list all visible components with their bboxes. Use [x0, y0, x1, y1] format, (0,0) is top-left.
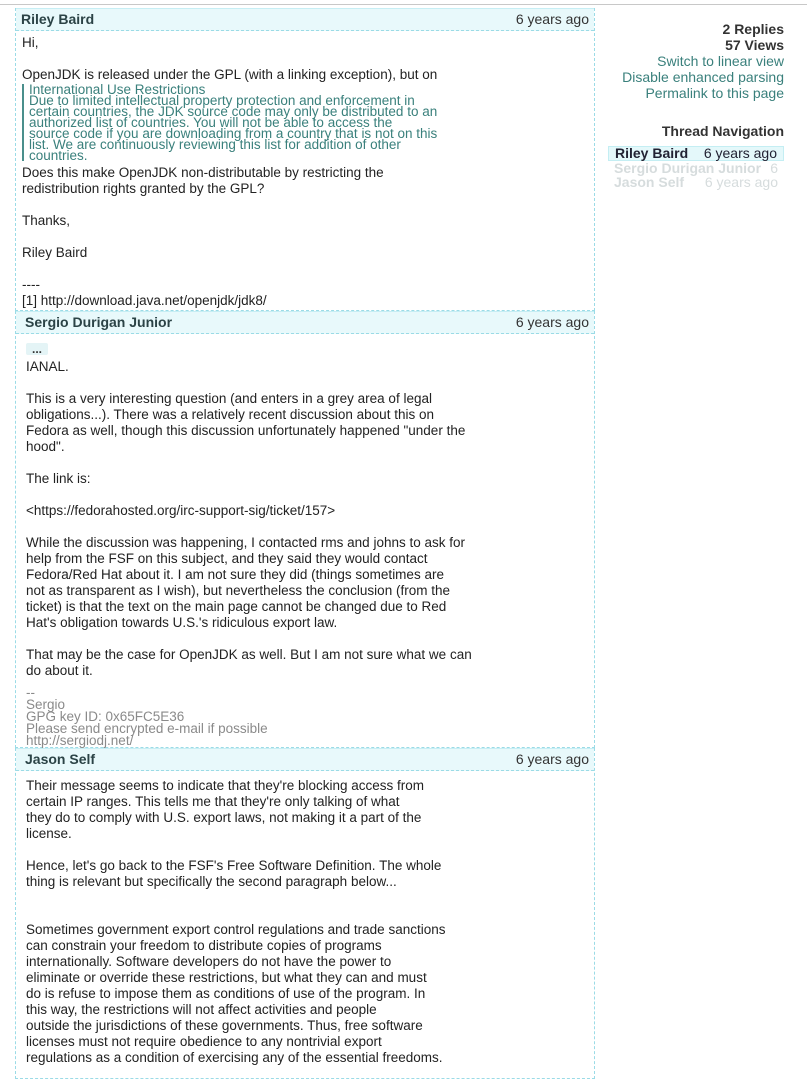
- body-line: This is a very interesting question (and enters in a grey area of legal: [26, 391, 432, 406]
- message-header[interactable]: [16, 748, 594, 771]
- body-line: OpenJDK is released under the GPL (with a linking exception), but on: [22, 67, 438, 82]
- body-line: While the discussion was happening, I contacted rms and johns to ask for: [26, 535, 465, 550]
- message-header[interactable]: [16, 8, 594, 31]
- permalink-link[interactable]: Permalink to this page: [645, 85, 784, 101]
- message-sergio-durigan-junior: [15, 311, 595, 748]
- message-jason-self: [15, 748, 595, 1079]
- body-line: this way, the restrictions will not affect activities and people: [26, 1002, 377, 1017]
- nav-item-jason-self[interactable]: [608, 175, 784, 189]
- body-line: redistribution rights granted by the GPL?: [22, 181, 265, 196]
- body-line: Hat's obligation towards U.S.'s ridiculous export law.: [26, 615, 338, 630]
- quoted-text: [22, 84, 588, 161]
- reply-count: 2 Replies: [722, 21, 784, 37]
- message-time: 6 years ago: [515, 751, 589, 767]
- body-line: not as transparent as I wish), but nevertheless the conclusion (from the: [26, 583, 450, 598]
- quote-line: Due to limited intellectual property protection and enforcement in: [29, 93, 415, 108]
- quote-line: certain countries, the JDK source code may only be distributed to an: [29, 104, 438, 119]
- message-time: 6 years ago: [515, 314, 589, 330]
- message-riley-baird: [15, 8, 595, 311]
- message-time: 6 years ago: [515, 11, 589, 27]
- body-line: outside the jurisdictions of these governments. Thus, free software: [26, 1018, 423, 1033]
- body-line: ----: [22, 277, 40, 292]
- body-line: IANAL.: [26, 359, 69, 374]
- body-line: hood".: [26, 439, 65, 454]
- body-line: Sometimes government export control regulations and trade sanctions: [26, 922, 446, 937]
- body-line: Riley Baird: [22, 245, 88, 260]
- footnote-link: [1] http://download.java.net/openjdk/jdk8/: [22, 293, 267, 308]
- nav-item-name: Jason Self: [614, 174, 685, 190]
- disable-enhanced-parsing-link[interactable]: Disable enhanced parsing: [622, 69, 784, 85]
- body-line: Their message seems to indicate that they're blocking access from: [26, 778, 425, 793]
- body-line: obligations...). There was a relatively recent discussion about this on: [26, 407, 434, 422]
- body-line: they do to comply with U.S. export laws, not making it a part of the: [26, 810, 422, 825]
- nav-item-time: 6: [770, 160, 778, 176]
- nav-item-time: 6 years ago: [703, 145, 777, 161]
- nav-item-name: Riley Baird: [615, 145, 689, 161]
- signature: [26, 687, 588, 747]
- quote-line: list. We are continuously reviewing this list for addition of other: [29, 137, 401, 152]
- signature-line: --: [26, 685, 35, 700]
- body-line: internationally. Software developers do not have the power to: [26, 954, 392, 969]
- thread-sidebar: [600, 21, 784, 189]
- body-line: Hi,: [22, 35, 39, 50]
- body-line: do is refuse to impose them as conditions of use of the program. In: [26, 986, 426, 1001]
- body-line: do about it.: [26, 663, 93, 678]
- nav-item-riley-baird[interactable]: [608, 146, 784, 161]
- message-header[interactable]: [16, 311, 594, 334]
- message-author[interactable]: Jason Self: [25, 751, 96, 767]
- body-line: regulations as a condition of exercising any of the essential freedoms.: [26, 1050, 443, 1065]
- body-line: help from the FSF on this subject, and they said they would contact: [26, 551, 428, 566]
- body-line: license.: [26, 826, 72, 841]
- expand-quote-button[interactable]: ...: [26, 343, 48, 355]
- body-line: ticket) is that the text on the main page cannot be changed due to Red: [26, 599, 447, 614]
- message-body: [16, 771, 594, 1066]
- message-body: [16, 334, 594, 747]
- body-line: Fedora as well, though this discussion unfortunately happened "under the: [26, 423, 466, 438]
- body-line: Fedora/Red Hat about it. I am not sure they did (things sometimes are: [26, 567, 444, 582]
- signature-line: GPG key ID: 0x65FC5E36: [26, 709, 185, 724]
- body-line: Thanks,: [22, 213, 71, 228]
- quote-line: authorized list of countries. You will not be able to access the: [29, 115, 393, 130]
- quote-line: countries.: [29, 148, 88, 163]
- signature-line: http://sergiodj.net/: [26, 733, 134, 748]
- body-line: Hence, let's go back to the FSF's Free Software Definition. The whole: [26, 858, 442, 873]
- quote-line: source code if you are downloading from a country that is not on this: [29, 126, 438, 141]
- body-line: certain IP ranges. This tells me that they're only talking of what: [26, 794, 400, 809]
- signature-line: Sergio: [26, 697, 66, 712]
- body-line: The link is:: [26, 471, 91, 486]
- top-divider: [0, 4, 807, 5]
- nav-item-sergio-durigan-junior[interactable]: [608, 161, 784, 175]
- signature-line: Please send encrypted e-mail if possible: [26, 721, 268, 736]
- body-line: can constrain your freedom to distribute copies of programs: [26, 938, 382, 953]
- body-line: thing is relevant but specifically the second paragraph below...: [26, 874, 397, 889]
- switch-linear-view-link[interactable]: Switch to linear view: [657, 53, 784, 69]
- message-author[interactable]: Riley Baird: [21, 11, 95, 27]
- nav-item-time: 6 years ago: [704, 174, 778, 190]
- view-count: 57 Views: [725, 37, 784, 53]
- thread-navigation-title: Thread Navigation: [661, 123, 784, 139]
- message-author[interactable]: Sergio Durigan Junior: [25, 314, 173, 330]
- body-line: licenses must not require obedience to any nontrivial export: [26, 1034, 382, 1049]
- body-line: eliminate or override these restrictions, but what they can and must: [26, 970, 427, 985]
- thread-navigation-list: [608, 146, 784, 189]
- quote-line: International Use Restrictions: [29, 82, 206, 97]
- body-line: That may be the case for OpenJDK as well. But I am not sure what we can: [26, 647, 472, 662]
- message-body: [16, 31, 594, 310]
- nav-item-name: Sergio Durigan Junior: [614, 160, 762, 176]
- body-line: Does this make OpenJDK non-distributable by restricting the: [22, 165, 384, 180]
- ticket-link: <https://fedorahosted.org/irc-support-sig/ticket/157>: [26, 503, 336, 518]
- message-thread: [15, 8, 595, 1079]
